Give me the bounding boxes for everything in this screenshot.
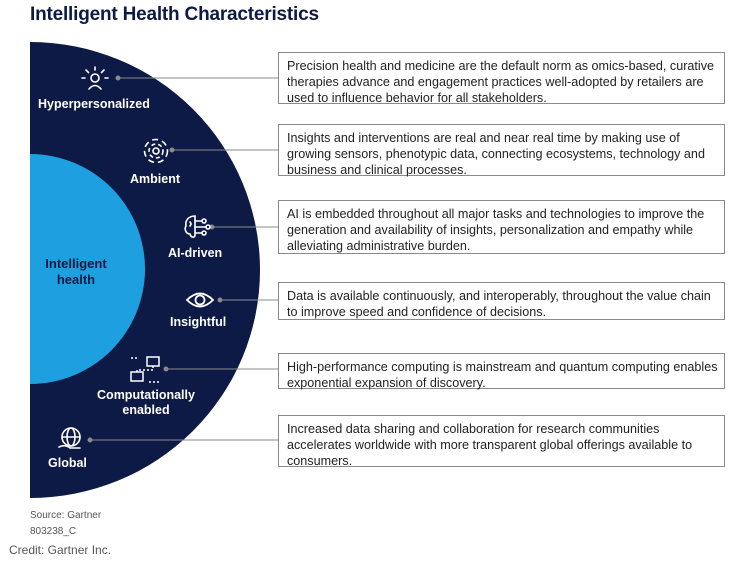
page-title: Intelligent Health Characteristics [30, 4, 319, 25]
connector-dot [170, 148, 174, 152]
figure-code: 803238_C [30, 526, 77, 537]
description-box-ai-driven: AI is embedded throughout all major tasks and technologies to improve the generation and availability of insights, personalization and empathy while alleviating administrative burden. [278, 200, 725, 254]
personalization-icon [81, 66, 109, 92]
label-global: Global [48, 456, 87, 470]
label-insightful: Insightful [170, 315, 227, 329]
connector-dot [218, 298, 222, 302]
computing-network-icon [129, 355, 163, 385]
label-hyperpersonalized: Hyperpersonalized [38, 97, 150, 111]
description-box-insightful: Data is available continuously, and interoperably, throughout the value chain to improve speed and confidence of decisions. [278, 282, 725, 320]
connector-dot [88, 438, 92, 442]
description-box-hyperpersonalized: Precision health and medicine are the default norm as omics-based, curative therapies advance and engagement practices well-adopted by retailers are used to influence behavior for all stakeholders. [278, 52, 725, 104]
label-computationally-enabled: Computationally enabled [97, 388, 195, 417]
description-box-ambient: Insights and interventions are real and near real time by making use of growing sensors, phenotypic data, connecting ecosystems, technology and business and clinical processes. [278, 124, 725, 176]
core-label: Intelligent health [45, 256, 107, 287]
connector-dot [164, 367, 168, 371]
label-ambient: Ambient [130, 172, 180, 186]
image-credit: Credit: Gartner Inc. [9, 543, 112, 557]
description-box-global: Increased data sharing and collaboration for research communities accelerates worldwide with more transparent global offerings available to consumers. [278, 415, 725, 467]
ai-brain-icon [182, 213, 212, 241]
source-note: Source: Gartner [30, 510, 102, 521]
globe-hand-icon [56, 426, 86, 452]
description-box-computationally-enabled: High-performance computing is mainstream and quantum computing enables exponential expansion of discovery. [278, 353, 725, 389]
label-ai-driven: AI-driven [168, 246, 223, 260]
connector-dot [116, 76, 120, 80]
ambient-signal-icon [142, 137, 170, 165]
eye-icon [185, 289, 215, 311]
